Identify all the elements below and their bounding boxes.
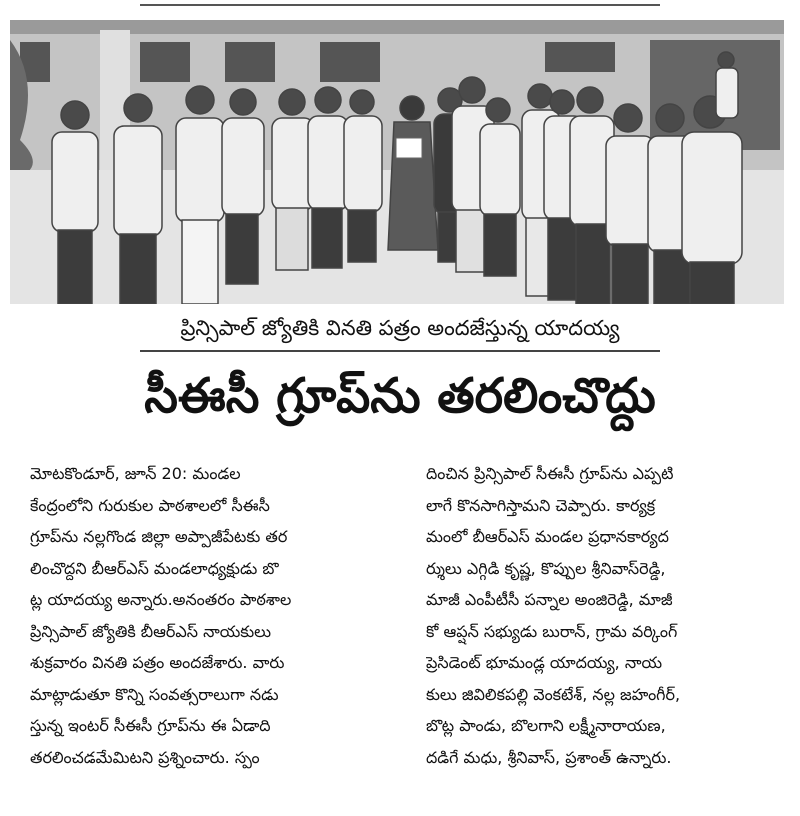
article-line: తరలించడమేమిటని ప్రశ్నించారు. స్పం	[30, 747, 260, 767]
article-line: లాగే కొనసాగిస్తామని చెప్పారు. కార్యక్ర	[426, 495, 656, 515]
article-line: ప్రిన్సిపాల్ జ్యోతికి బీఆర్‌ఎస్ నాయకులు	[30, 621, 272, 641]
article-line: దడిగే మధు, శ్రీనివాస్, ప్రశాంత్ ఉన్నారు.	[426, 747, 672, 767]
window	[545, 42, 615, 72]
window	[320, 42, 380, 82]
article-column-right	[426, 458, 788, 808]
article-line: గ్రూప్‌ను నల్లగొండ జిల్లా అప్పాజీపేటకు తర	[30, 527, 288, 546]
group-photo-image	[10, 20, 784, 304]
person	[176, 86, 224, 304]
article-line: ప్రెసిడెంట్ భూమండ్ల యాదయ్య, నాయ	[426, 653, 663, 672]
memorandum-paper	[396, 138, 422, 158]
person	[222, 89, 264, 284]
article-line: ర్శులు ఎగ్గిడి కృష్ణ, కొప్పుల శ్రీనివాస్‌రెడ్డి,	[426, 558, 666, 578]
person	[480, 98, 520, 276]
article-line: మోటకొండూర్, జూన్ 20: మండల	[30, 464, 241, 483]
article-line: మాజీ ఎంపీటీసీ పన్నాల అంజిరెడ్డి, మాజీ	[426, 590, 673, 609]
article-line: కులు జివిలికపల్లి వెంకటేశ్, నల్ల జహంగీర్,	[426, 684, 681, 704]
article-line: ట్ల యాదయ్య అన్నారు.అనంతరం పాఠశాల	[30, 590, 292, 609]
article-line: లించొద్దని బీఆర్‌ఎస్ మండలాధ్యక్షుడు బొ	[30, 558, 279, 578]
article-line: స్తున్న ఇంటర్ సీఈసీ గ్రూప్‌ను ఈ ఏడాది	[30, 716, 271, 735]
headline: సీఈసీ గ్రూప్‌ను తరలించొద్దు	[144, 368, 656, 424]
window	[140, 42, 190, 82]
article-line: మాట్లాడుతూ కొన్ని సంవత్సరాలుగా నడు	[30, 684, 279, 704]
article-line: బొట్ల పాండు, బొలగాని లక్ష్మీనారాయణ,	[426, 716, 666, 735]
article-column-left	[30, 458, 392, 808]
article-line: దించిన ప్రిన్సిపాల్ సీఈసీ గ్రూప్‌ను ఎప్పటి	[426, 464, 674, 483]
group-photo	[10, 20, 784, 304]
article-line: కేంద్రంలోని గురుకుల పాఠశాలలో సీఈసీ	[30, 495, 270, 515]
article-body	[30, 458, 788, 808]
top-rule	[140, 4, 660, 6]
article-line: శుక్రవారం వినతి పత్రం అందజేశారు. వారు	[30, 653, 285, 672]
window	[225, 42, 275, 82]
photo-caption: ప్రిన్సిపాల్ జ్యోతికి వినతి పత్రం అందజేస్తున్న యాదయ్య	[140, 310, 660, 352]
article-line: మంలో బీఆర్‌ఎస్ మండల ప్రధానకార్యద	[426, 527, 669, 546]
article-line: కో ఆప్షన్ సభ్యుడు బురాన్, గ్రామ వర్కింగ్	[426, 621, 678, 641]
